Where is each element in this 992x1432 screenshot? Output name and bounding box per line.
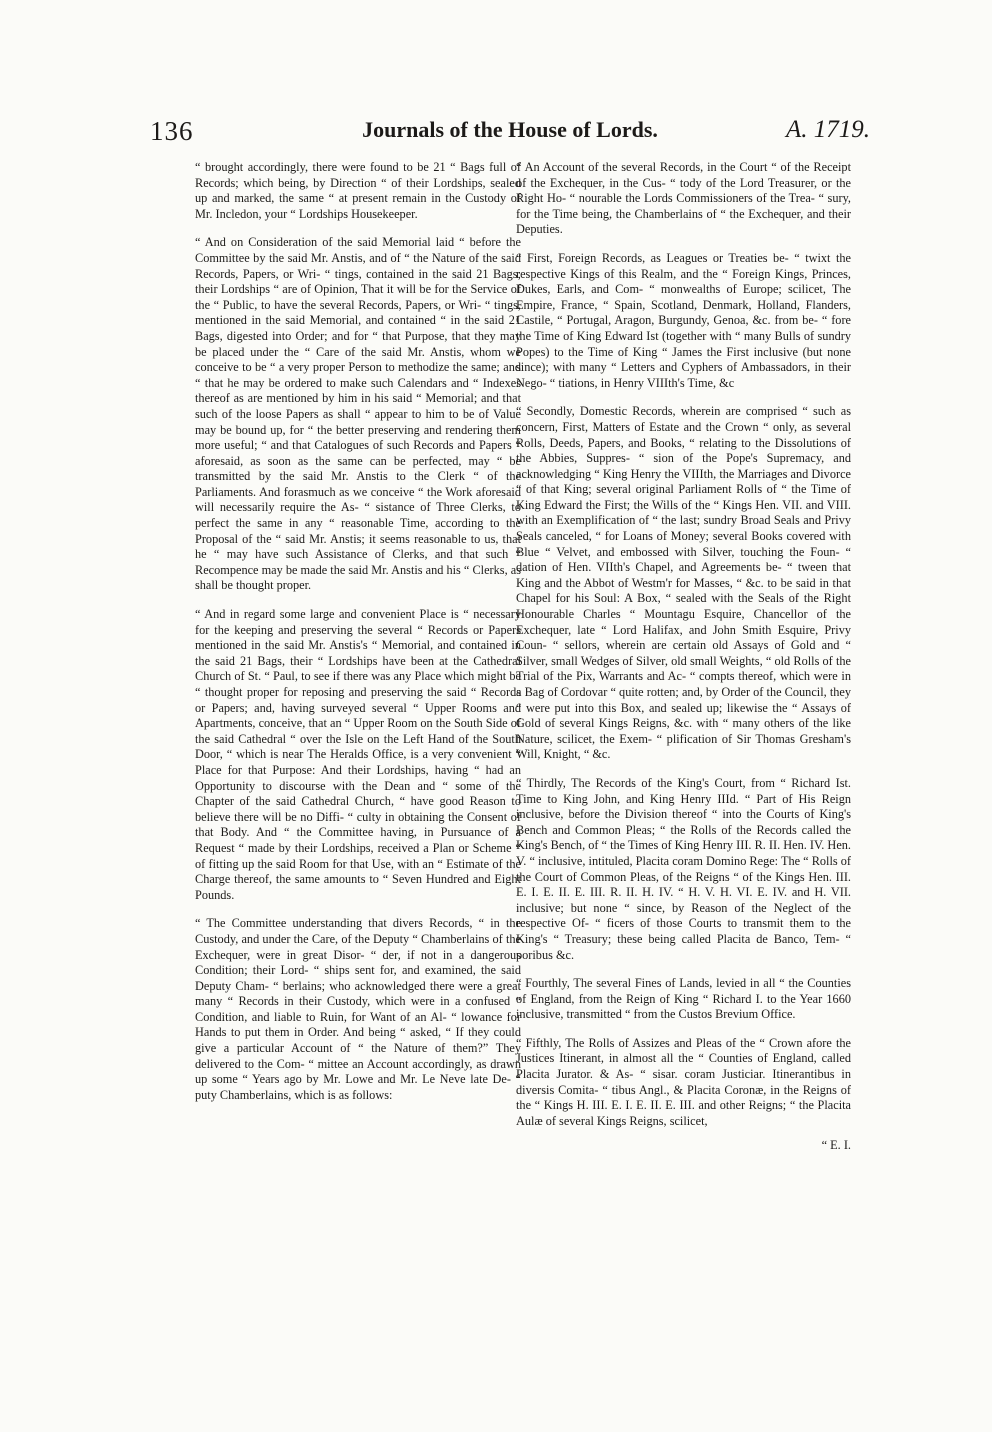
paragraph: “ Fifthly, The Rolls of Assizes and Pleas of the “ Crown afore the Justices Itinerant, in almost all the “ Counties of England, called Placita Jurator. & As- “ sisar. coram Justiciar. Itinerantibus in diversis Comita- “ tibus Angl., & Placita Coronæ, in the Reigns of the “ Kings H. III. E. I. E. II. E. III. and other Reigns; “ the Placita Aulæ of several Kings Reigns, scilicet,	[516, 1035, 851, 1128]
paragraph: “ Fourthly, The several Fines of Lands, levied in all “ the Counties of England, from the Reign of King “ Richard I. to the Year 1660 inclusive, transmitted “ from the Custos Brevium Office.	[516, 976, 851, 1022]
catchword: “ E. I.	[821, 1138, 851, 1153]
paragraph: “ And in regard some large and convenient Place is “ necessary for the keeping and preserving the several “ Records or Papers mentioned in the said Mr. Anstis's “ Memorial, and contained in the said 21 Bags, their “ Lordships have been at the Cathedral Church of St. “ Paul, to see if there was any Place which might be “ thought proper for reposing and preserving the said “ Records or Papers; and, having surveyed several “ Upper Rooms and Apartments, conceive, that an “ Upper Room on the South Side of the said Cathedral “ over the Isle on the Left Hand of the South Door, “ which is near The Heralds Office, is a very convenient “ Place for that Purpose: And their Lordships, having “ had an Opportunity to discourse with the Dean and “ some of the Chapter of the said Cathedral Church, “ have good Reason to believe there will be no Diffi- “ culty in obtaining the Consent of that Body. And “ the Committee having, in Pursuance of a Request “ made by their Lordships, received a Plan or Scheme “ of fitting up the said Room for that Use, with an “ Estimate of the Charge thereof, the same amounts to “ Seven Hundred and Eight Pounds.	[195, 607, 521, 902]
running-head	[150, 116, 870, 154]
paragraph: “ Thirdly, The Records of the King's Court, from “ Richard Ist. Time to King John, and King Henry IIId. “ Part of His Reign inclusive, before the Division thereof “ into the Courts of King's Bench and Common Pleas; “ the Rolls of the Records called the King's Bench, of “ the Times of King Henry III. R. II. Hen. IV. Hen. V. “ inclusive, intituled, Placita coram Domino Rege: The “ Rolls of the Court of Common Pleas, of the Reigns “ of the Kings Hen. III. E. I. E. II. E. III. R. II. H. IV. “ H. V. H. VI. E. IV. and H. VII. inclusive; but none “ since, by Reason of the Neglect of the respective Of- “ ficers of those Courts to transmit them to the King's “ Treasury; these being called Placita de Banco, Tem- “ poribus &c.	[516, 775, 851, 962]
paragraph: “ First, Foreign Records, as Leagues or Treaties be- “ twixt the respective Kings of this Realm, and the “ Foreign Kings, Princes, Dukes, Earls, and Com- “ monwealths of Europe; scilicet, The Empire, France, “ Spain, Scotland, Denmark, Holland, Flanders, Castile, “ Portugal, Aragon, Burgundy, Genoa, &c. from be- “ fore the Time of King Edward Ist (together with “ many Bulls of sundry Popes) to the Time of King “ James the First inclusive (but none since); with many “ Letters and Cyphers of Ambassadors, in their Nego- “ tiations, in Henry VIIIth's Time, &c	[516, 250, 851, 390]
right-column	[516, 160, 851, 1167]
paragraph: “ And on Consideration of the said Memorial laid “ before the Committee by the said Mr. Anstis, and of “ the Nature of the said Records, Papers, or Wri- “ tings, contained in the said 21 Bags; their Lordships “ are of Opinion, That it will be for the Service of the “ Public, to have the several Records, Papers, or Wri- “ tings, mentioned in the said Memorial, and contained “ in the said 21 Bags, digested into Order; and for “ that Purpose, that they may be placed under the “ Care of the said Mr. Anstis, whom we conceive to be “ a very proper Person to methodize the same; and “ that he may be ordered to make such Calendars and “ Indexes thereof as are mentioned by him in his said “ Memorial; and that such of the loose Papers as shall “ appear to him to be of Value may be bound up, for “ the better preserving and rendering them more useful; “ and that Catalogues of such Records and Papers “ aforesaid, as soon as the same can be perfected, may “ be transmitted by the said Mr. Anstis to the Clerk “ of the Parliaments. And forasmuch as we conceive “ the Work aforesaid will necessarily require the As- “ sistance of Three Clerks, to perfect the same in any “ reasonable Time, according to the Proposal of the “ said Mr. Anstis; it seems reasonable to us, that he “ may have such Assistance of Clerks, and that such “ Recompence may be made the said Mr. Anstis and his “ Clerks, as shall be thought proper.	[195, 235, 521, 593]
left-column	[195, 160, 521, 1116]
page-number: 136	[150, 116, 194, 146]
paragraph: “ The Committee understanding that divers Records, “ in the Custody, and under the Care, of the Deputy “ Chamberlains of the Exchequer, were in great Disor- “ der, if not in a dangerous Condition; their Lord- “ ships sent for, and examined, the said Deputy Cham- “ berlains; who acknowledged there were a great many “ Records in their Custody, which were in a confused “ Condition, and liable to Ruin, for Want of an Al- “ lowance for Hands to put them in Order. And being “ asked, “ If they could give a particular Account of “ the Nature of them?” They delivered to the Com- “ mittee an Account accordingly, as drawn up some “ Years ago by Mr. Lowe and Mr. Le Neve late De- “ puty Chamberlains, which is as follows:	[195, 916, 521, 1102]
paragraph: “ Secondly, Domestic Records, wherein are comprised “ such as concern, First, Matters of Estate and the Crown “ only, as several Rolls, Deeds, Papers, and Books, “ relating to the Dissolutions of the Abbies, Suppres- “ sion of the Pope's Supremacy, and acknowledging “ King Henry the VIIIth, the Marriages and Divorce “ of that King; several original Parliament Rolls of “ the Time of King Edward the First; the Wills of the “ Kings Hen. VII. and VIII. with an Exemplification of “ the last; sundry Broad Seals and Privy Seals canceled, “ for Loans of Money; several Books covered with Blue “ Velvet, and embossed with Silver, touching the Foun- “ dation of Hen. VIIth's Chapel, and Agreements be- “ tween that King and the Abbot of Westm'r for Masses, “ &c. to be said in that Chapel for his Soul: A Box, “ sealed with the Seals of the Right Honourable Charles “ Mountagu Esquire, Chancellor of the Exchequer, late “ Lord Halifax, and John Smith Esquire, Privy Coun- “ sellors, wherein are certain old Assays of Gold and “ Silver, small Wedges of Silver, old small Weights, “ old Rolls of the Trial of the Pix, Warrants and Ac- “ compts thereof, which were in a Bag of Cordovar “ quite rotten; and, by Order of the Council, they “ were put into this Box, and sealed up; likewise the “ Assays of Gold of several Kings Reigns, &c. with “ many others of the like Nature, scilicet, the Exem- “ plification of Sir Thomas Gresham's Will, Knight, “ &c.	[516, 404, 851, 762]
paragraph: “ brought accordingly, there were found to be 21 “ Bags full of Records; which being, by Direction “ of their Lordships, sealed up and marked, the same “ at present remain in the Custody of Mr. Incledon, your “ Lordships Housekeeper.	[195, 160, 521, 221]
journal-title: Journals of the House of Lords.	[362, 117, 658, 142]
year-heading: A. 1719.	[785, 116, 870, 143]
section-heading: “ An Account of the several Records, in the Court “ of the Receipt of the Exchequer, in the Cus- “ tody of the Lord Treasurer, or the Right Ho- “ nourable the Lords Commissioners of the Trea- “ sury, for the Time being, the Chamberlains of “ the Exchequer, and their Deputies.	[516, 160, 851, 237]
